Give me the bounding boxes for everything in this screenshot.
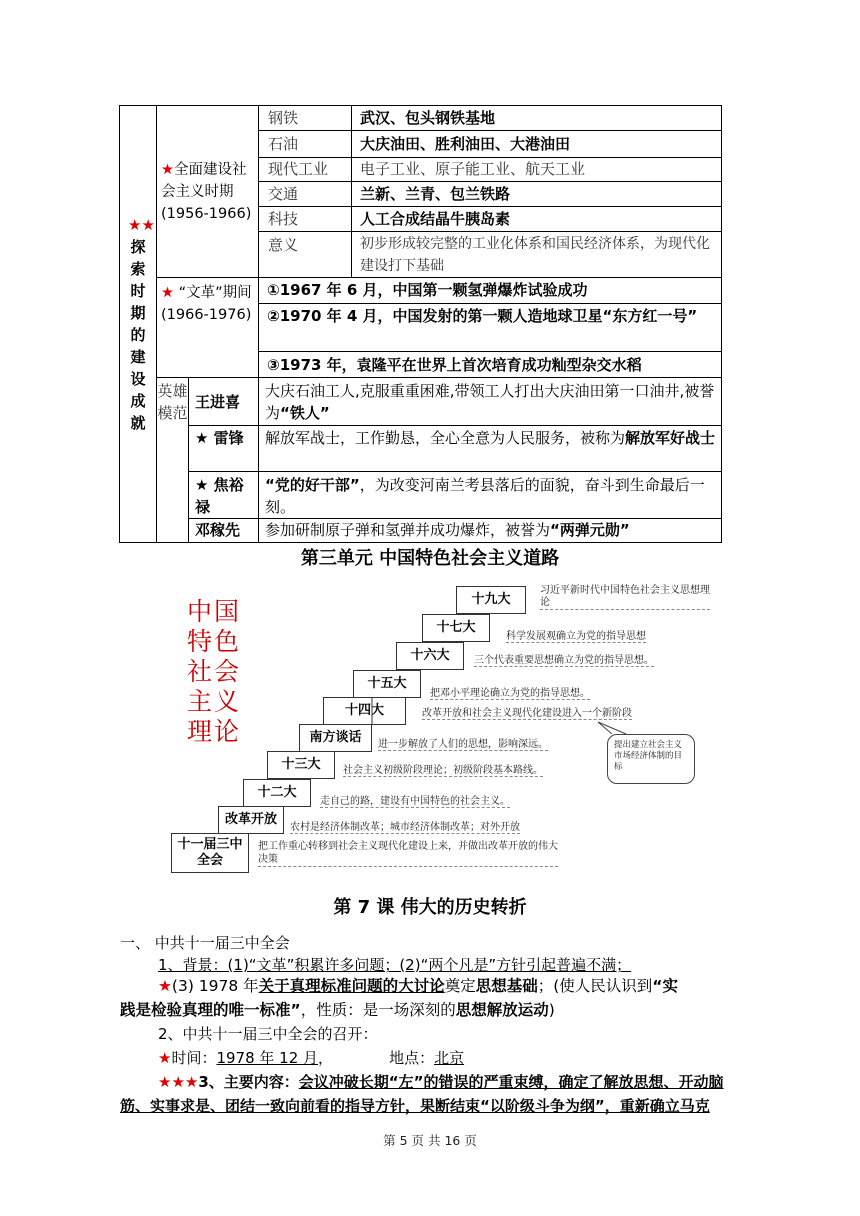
- hero-desc-jiao-b: ，为改变河南兰考县落后的面貌，奋斗到生命最后一刻。: [265, 476, 705, 516]
- period2-title: “文革”期间: [178, 285, 252, 301]
- step-box-3: 十三大: [267, 751, 335, 779]
- detail-science: 人工合成结晶牛胰岛素: [352, 207, 722, 232]
- hero-desc-wang-a: 大庆石油工人,克服重重困难,带领工人打出大庆油田第一口油井,被誉为: [265, 382, 715, 422]
- p3-b: 关于真理标准问题的大讨论: [258, 977, 445, 995]
- p3-d: 思想基础: [475, 977, 538, 995]
- cat-science: 科技: [259, 207, 352, 232]
- cat-significance: 意义: [259, 232, 352, 278]
- p3-f: “实: [652, 977, 678, 995]
- step-box-7: 十六大: [396, 642, 464, 670]
- cat-industry: 现代工业: [259, 158, 352, 182]
- step-note-0: 把工作重心转移到社会主义现代化建设上来，并做出改革开放的伟大决策: [258, 841, 558, 865]
- diagram-title-line: 理论: [186, 717, 241, 746]
- detail-transport: 兰新、兰青、包兰铁路: [352, 182, 722, 207]
- step-box-2: 十二大: [243, 779, 311, 807]
- hero-desc-wang-b: “铁人”: [280, 404, 330, 422]
- detail-oil: 大庆油田、胜利油田、大港油田: [352, 131, 722, 158]
- hero-name-lei: ★ 雷锋: [189, 426, 259, 472]
- period2-star: ★: [161, 285, 174, 301]
- detail-significance: 初步形成较完整的工业化体系和国民经济体系，为现代化建设打下基础: [352, 232, 722, 278]
- p3-e: ；(使人民认识到: [537, 977, 653, 995]
- step-box-4: 南方谈话: [299, 724, 372, 752]
- cat-oil: 石油: [259, 131, 352, 158]
- point-3-line1: [158, 974, 678, 998]
- star: ★: [158, 977, 172, 995]
- step-box-9: 十九大: [456, 586, 526, 614]
- section-heading-1: 一、 中共十一届三中全会: [120, 934, 290, 952]
- wenge-1: ①1967 年 6 月，中国第一颗氢弹爆炸试验成功: [259, 278, 722, 304]
- step-note-6: 把邓小平理论确立为党的指导思想。: [430, 684, 590, 700]
- p3-j: ): [548, 1001, 555, 1019]
- hero-name-deng: 邓稼先: [189, 519, 259, 542]
- point-3-line2: [120, 998, 555, 1022]
- content-line2: 筋、实事求是、团结一致向前看的指导方针，果断结束“以阶级斗争为纲”，重新确立马克: [120, 1097, 710, 1115]
- time-sep: ，: [318, 1049, 334, 1067]
- content-b: 会议冲破长期“左”的错误的严重束缚，确定了解放思想、开动脑: [298, 1073, 724, 1091]
- background-line: 1、背景：(1)“文革”积累许多问题；(2)“两个凡是”方针引起普遍不满；: [158, 956, 632, 974]
- section-heading-2: 2、中共十一届三中全会的召开：: [158, 1025, 378, 1043]
- heroes-label: 英雄模范: [157, 378, 189, 542]
- content-label: 3、主要内容：: [198, 1073, 299, 1091]
- hero-desc-lei-a: 解放军战士，工作勤恳，全心全意为人民服务，被称为: [265, 429, 626, 447]
- p3-i: 思想解放运动: [455, 1001, 549, 1019]
- period2-years: (1966-1976): [161, 307, 252, 323]
- diagram-title-line: 主义: [186, 687, 241, 716]
- wenge-3-text: ③1973 年，袁隆平在世界上首次培育成功籼型杂交水稻: [267, 356, 642, 374]
- period1-title: 全面建设社会主义时期: [161, 161, 247, 200]
- hero-desc-deng-a: 参加研制原子弹和氢弹并成功爆炸，被誉为: [265, 521, 551, 539]
- stars: ★★★: [158, 1073, 199, 1091]
- cat-transport: 交通: [259, 182, 352, 207]
- section-stars: ★★: [128, 216, 155, 234]
- step-box-1: 改革开放: [218, 806, 284, 834]
- content-line1: [158, 1070, 724, 1094]
- diagram-title-line: 特色: [186, 627, 241, 656]
- step-note-3: 社会主义初级阶段理论；初级阶段基本路线。: [343, 761, 543, 777]
- p3-c: 奠定: [444, 977, 476, 995]
- time-place-line: [158, 1046, 464, 1070]
- hero-desc-jiao-a: “党的好干部”: [265, 476, 360, 494]
- lesson-title: 第 7 课 伟大的历史转折: [333, 897, 527, 918]
- p3-a: (3) 1978 年: [171, 977, 259, 995]
- hero-desc-deng-b: “两弹元勋”: [550, 521, 630, 539]
- step-note-4: 进一步解放了人们的思想，影响深远。: [378, 735, 548, 751]
- time-label: 时间：: [171, 1049, 217, 1067]
- hero-name-jiao: ★ 焦裕禄: [189, 472, 259, 519]
- star: ★: [158, 1049, 172, 1067]
- step-box-8: 十七大: [422, 614, 490, 642]
- p3-h: ，性质：是一场深刻的: [300, 1001, 456, 1019]
- step-note-7: 三个代表重要思想确立为党的指导思想。: [474, 651, 654, 667]
- unit-title: 第三单元 中国特色社会主义道路: [300, 548, 560, 569]
- hero-desc-lei-b: 解放军好战士: [625, 429, 716, 447]
- step-box-6: 十五大: [353, 670, 421, 698]
- diagram-title-line: 社会: [186, 657, 241, 686]
- time-value: 1978 年 12 月: [216, 1049, 319, 1067]
- diagram-title-line: 中国: [186, 597, 241, 626]
- detail-industry: 电子工业、原子能工业、航天工业: [352, 158, 722, 182]
- step-note-9: 习近平新时代中国特色社会主义思想理论: [540, 585, 710, 608]
- step-note-8: 科学发展观确立为党的指导思想: [506, 627, 646, 643]
- hero-name-wang: 王进喜: [189, 378, 259, 426]
- page-footer: 第 5 页 共 16 页: [383, 1133, 477, 1148]
- step-note-5: 改革开放和社会主义现代化建设进入一个新阶段: [422, 704, 632, 720]
- detail-steel: 武汉、包头钢铁基地: [352, 106, 722, 131]
- place-value: 北京: [434, 1049, 465, 1067]
- section-label: 探索时期的建设成就: [130, 238, 146, 432]
- cat-steel: 钢铁: [259, 106, 352, 131]
- callout-bubble: 提出建立社会主义市场经济体制的目标: [607, 734, 695, 784]
- wenge-2: ②1970 年 4 月，中国发射的第一颗人造地球卫星“东方红一号”: [259, 304, 722, 352]
- place-label: 地点：: [389, 1049, 435, 1067]
- step-note-2: 走自己的路，建设有中国特色的社会主义。: [320, 792, 510, 808]
- step-box-5: 十四大: [323, 697, 406, 725]
- p3-g: 践是检验真理的唯一标准”: [120, 1001, 301, 1019]
- period1-years: (1956-1966): [161, 205, 252, 222]
- step-note-1: 农村是经济体制改革；城市经济体制改革；对外开放: [290, 818, 520, 834]
- period1-star: ★: [161, 161, 174, 178]
- step-box-0: 十一届三中全会: [171, 833, 249, 873]
